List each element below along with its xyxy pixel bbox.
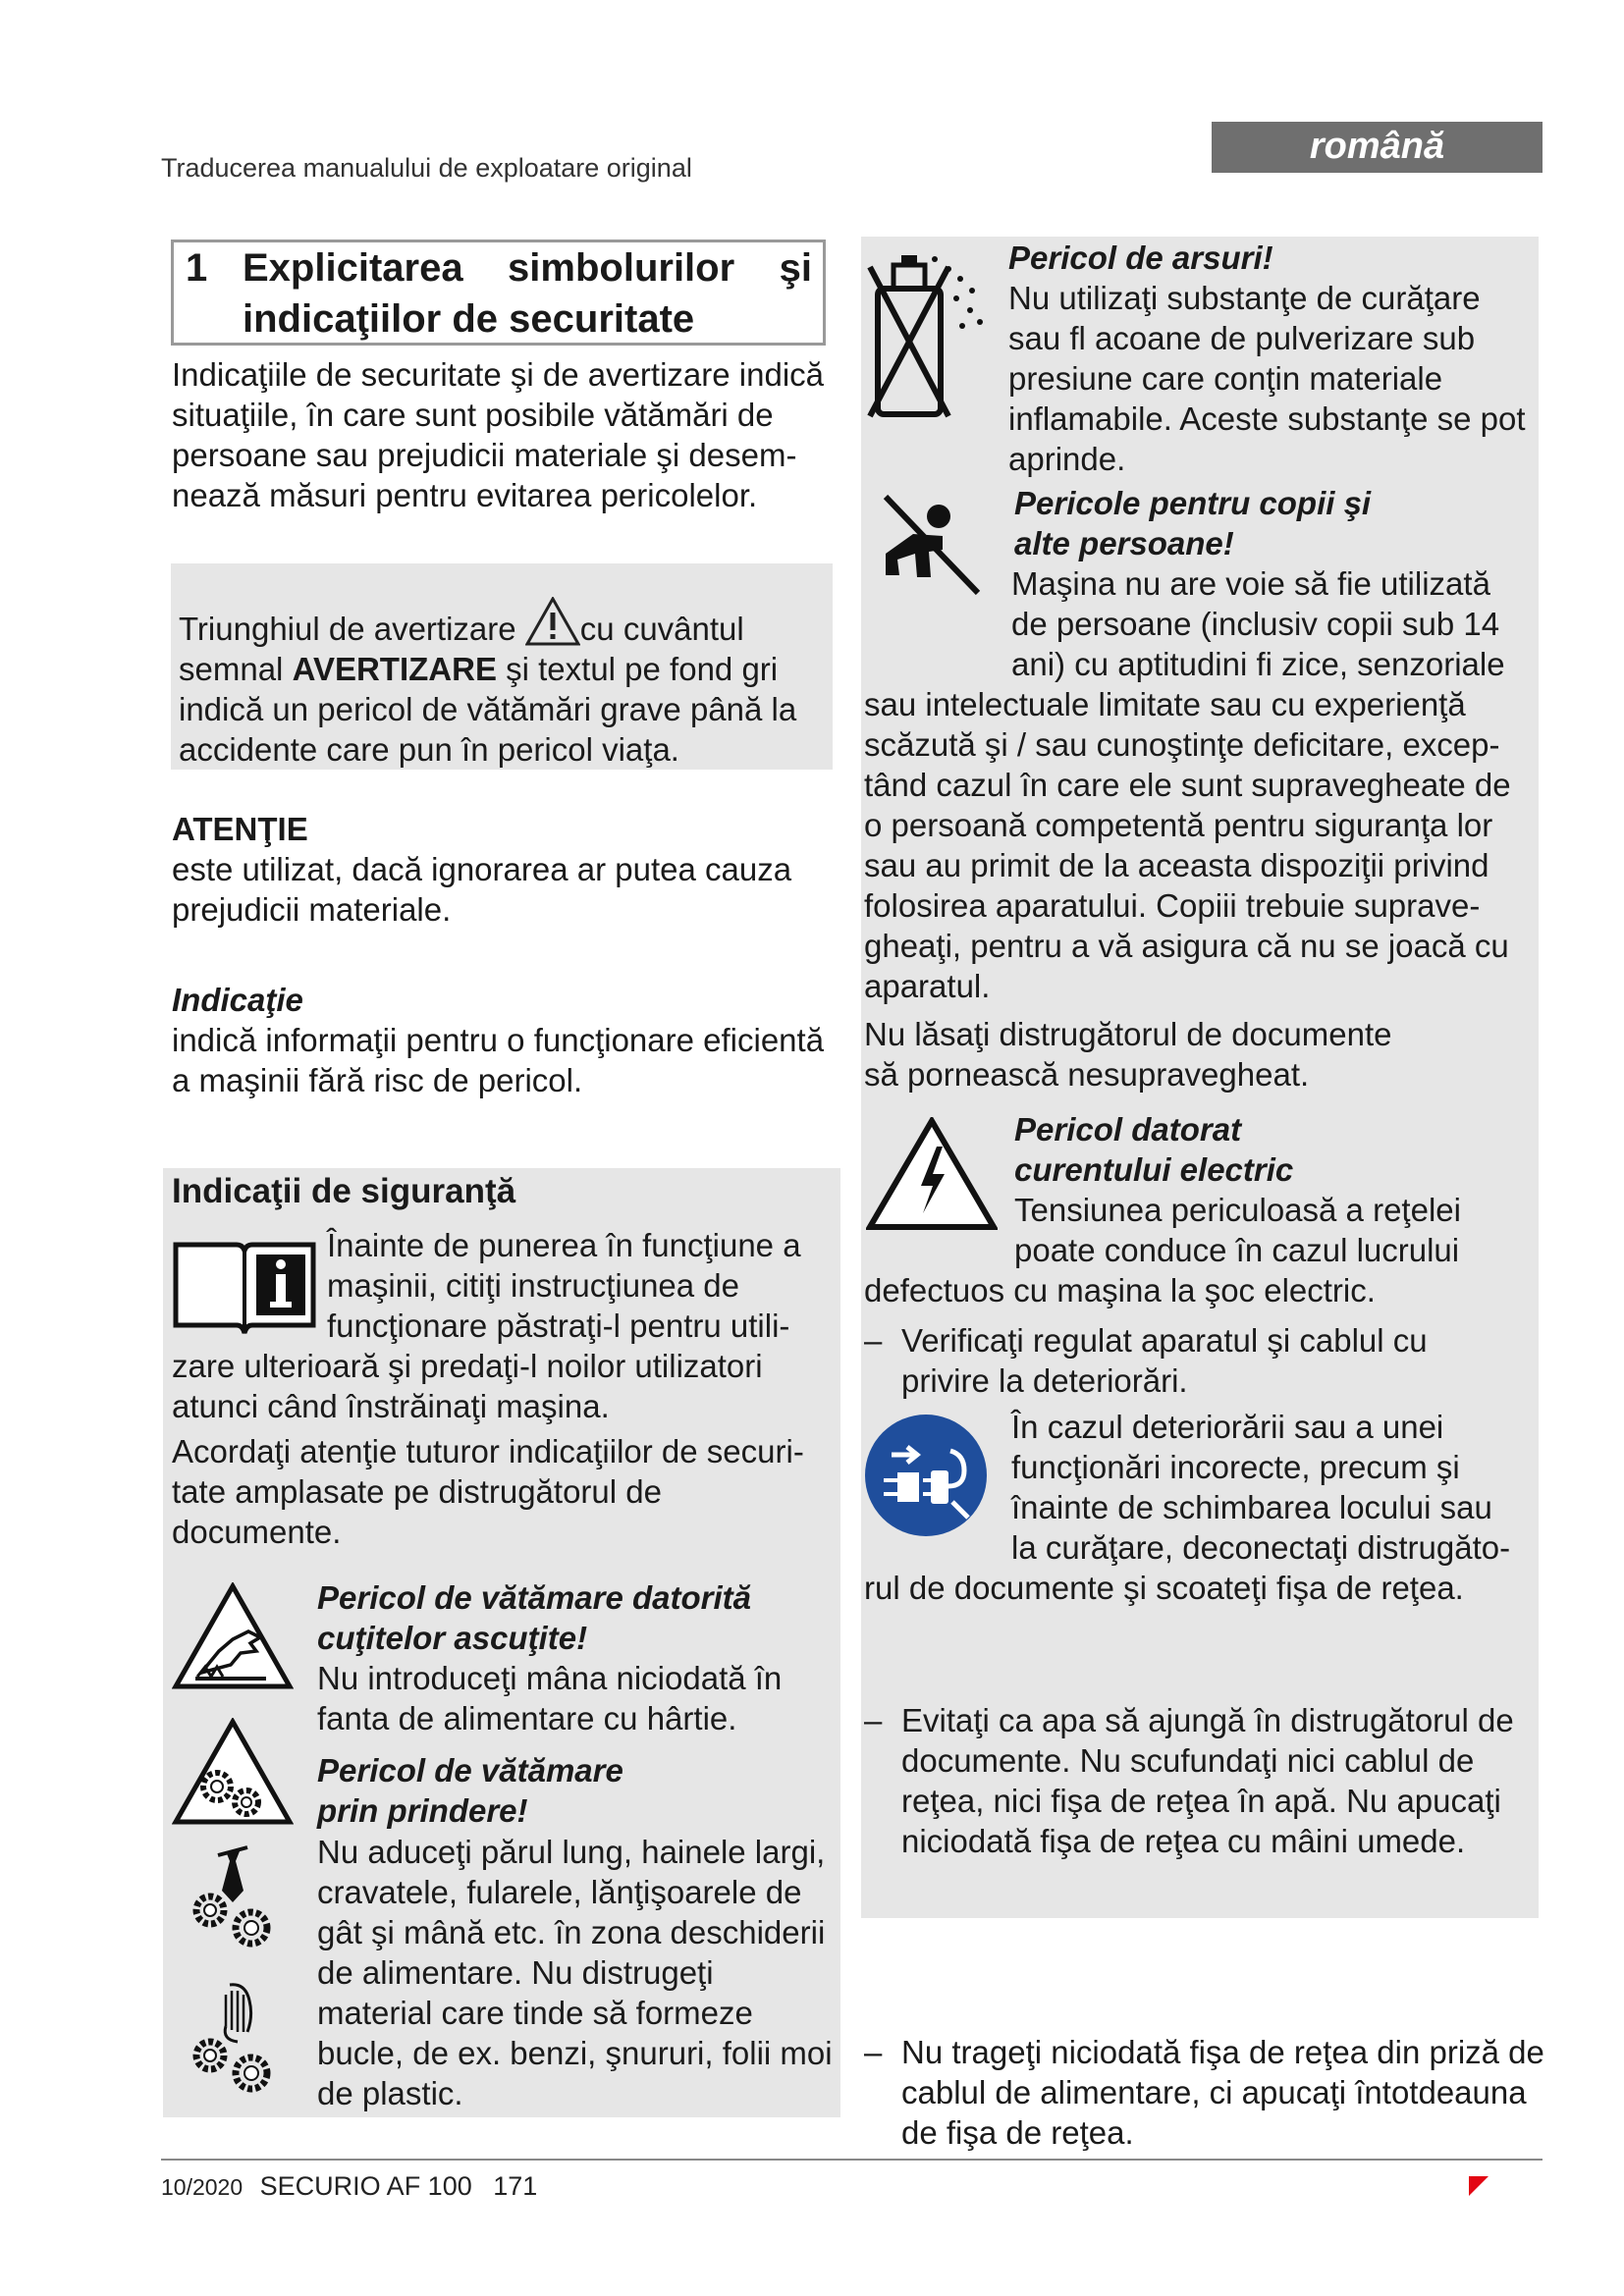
check-text: Verificaţi regulat aparatul şi cablul cu privire la deteriorări. [901,1322,1428,1399]
unplug-text-indent [864,1407,1011,1568]
catch-hazard-icon [172,1718,294,1828]
burn-hazard-text: Nu utilizaţi substanţe de curăţare sau fl acoane de pulverizare sub presiune care conţin materiale inflamabile. Aceste substanţe se pot aprinde. [1008,280,1526,477]
electric-text-indent [864,1190,1014,1270]
section-title-line2: indicaţiilor de securitate [243,297,695,341]
section-title-box [171,240,826,346]
note-text: indică informaţii pentru o funcţionare eficientă a maşinii fără risc de pericol. [172,1022,825,1098]
signal-word: AVERTIZARE [292,651,497,687]
language-tab: română [1212,122,1543,173]
warning-example-text [179,597,822,770]
unplug-text [864,1407,1518,1608]
knives-hazard-title: Pericol de vătămare datorită cuţitelor ascuţite! [317,1579,752,1656]
children-hazard-title: Pericole pentru copii şi alte persoane! [1014,485,1372,561]
spray-can-icon [866,249,988,424]
footer-page-number: 171 [493,2171,538,2201]
pull-text: Nu trageţi niciodată fişa de reţea din priză de cablul de alimentare, ci apucaţi întotdeauna de fişa de reţea. [901,2034,1544,2151]
hair-gears-icon [187,1981,285,2099]
note-title: Indicaţie [172,982,303,1018]
read-manual-text: Înainte de punerea în funcţiune a maşinii, citiţi instrucţiunea de funcţionare păstraţi-l pentru utilizare ulterioară şi predaţi-l noilor utilizatori atunci când înstrăinaţi maşina. [172,1227,801,1424]
attention-text: este utilizat, dacă ignorarea ar putea cauza prejudicii materiale. [172,851,792,928]
warning-triangle-icon [525,597,580,646]
electric-text-body: Tensiunea periculoasă a reţelei poate conduce în cazul lucrului defectuos cu maşina la şoc electric. [864,1192,1461,1308]
safety-title: Indicaţii de siguranţă [172,1172,516,1210]
water-text: Evitaţi ca apa să ajungă în distrugătorul de documente. Nu scufundaţi nici cablul de reţea, nici fişa de reţea în apă. Nu apucaţi niciodată fişa de reţea cu mâini umede. [901,1702,1514,1859]
warning-example-box [171,563,833,770]
dash-bullet: – [864,2034,883,2070]
warning-text-end: şi textul pe fond gri indică un pericol de vătămări grave până la accidente care pun în pericol viaţa. [179,651,797,768]
tie-gears-icon [187,1845,285,1953]
children-text-indent [864,563,1011,684]
catch-hazard-title: Pericol de vătămare prin prindere! [317,1752,623,1829]
read-manual-block [172,1225,830,1426]
warning-text-after: cu cuvântul semnal [179,611,744,687]
cut-hazard-icon [172,1582,294,1692]
footer-rule [161,2159,1543,2161]
dash-bullet: – [864,1702,883,1738]
knives-hazard-text: Nu introduceţi mâna niciodată în fanta de alimentare cu hârtie. [317,1660,783,1736]
attention-title: ATENŢIE [172,811,308,847]
section-number: 1 [186,246,208,290]
check-item [864,1320,1451,1401]
children-hazard-text [864,563,1530,1006]
warning-text-before: Triunghiul de avertizare [179,611,525,647]
attention-all-text: Acordaţi atenţie tuturor indicaţiilor de securitate amplasate pe distrugătorul de documente. [172,1433,804,1550]
brand-corner-mark-icon [1469,2176,1490,2198]
read-manual-icon [172,1231,317,1341]
header-subtitle: Traducerea manualului de exploatare original [161,153,692,183]
electric-hazard-text [864,1190,1492,1310]
burn-hazard-title: Pericol de arsuri! [1008,240,1273,276]
children-text-body: Maşina nu are voie să fie utilizată de persoane (inclusiv copii sub 14 ani) cu aptitudini fi zice, senzoriale sau intelectuale limitate sau cu experienţă scăzută şi / sau cunoştinţe deficitare, exceptând cazul în care ele sunt supravegheate de o persoană competentă pentru siguranţa lor sau au primit de la aceasta dispoziţii privind folosirea aparatului. Copiii trebuie supravegheaţi, pentru a vă asigura că nu se joacă cu aparatul. [864,565,1511,1004]
footer-date: 10/2020 [161,2174,244,2200]
footer-text [161,2171,537,2202]
unplug-text-body: În cazul deteriorării sau a unei funcţionări incorecte, precum şi înainte de schimbarea locului sau la curăţare, deconectaţi distrugătorul de documente şi scoateţi fişa de reţea. [864,1409,1511,1606]
pull-item [864,2032,1554,2153]
section-title-line1: Explicitarea simbolurilor şi [243,246,812,290]
unattended-text: Nu lăsaţi distrugătorul de documente să pornească nesupravegheat. [864,1016,1392,1093]
water-item [864,1700,1554,1861]
catch-hazard-text: Nu aduceţi părul lung, hainele largi, cravatele, fularele, lănţişoarele de gât şi mână etc. în zona deschiderii de alimentare. Nu distrugeţi material care tinde să formeze bucle, de ex. benzi, şnururi, folii moi de plastic. [317,1834,833,2111]
intro-text: Indicaţiile de securitate şi de avertizare indică situaţiile, în care sunt posibile vătămări de persoane sau prejudicii materiale şi desemnează măsuri pentru evitarea pericolelor. [172,356,825,513]
electric-hazard-title: Pericol datorat curentului electric [1014,1111,1294,1188]
dash-bullet: – [864,1322,883,1359]
footer-product: SECURIO AF 100 [259,2171,472,2201]
